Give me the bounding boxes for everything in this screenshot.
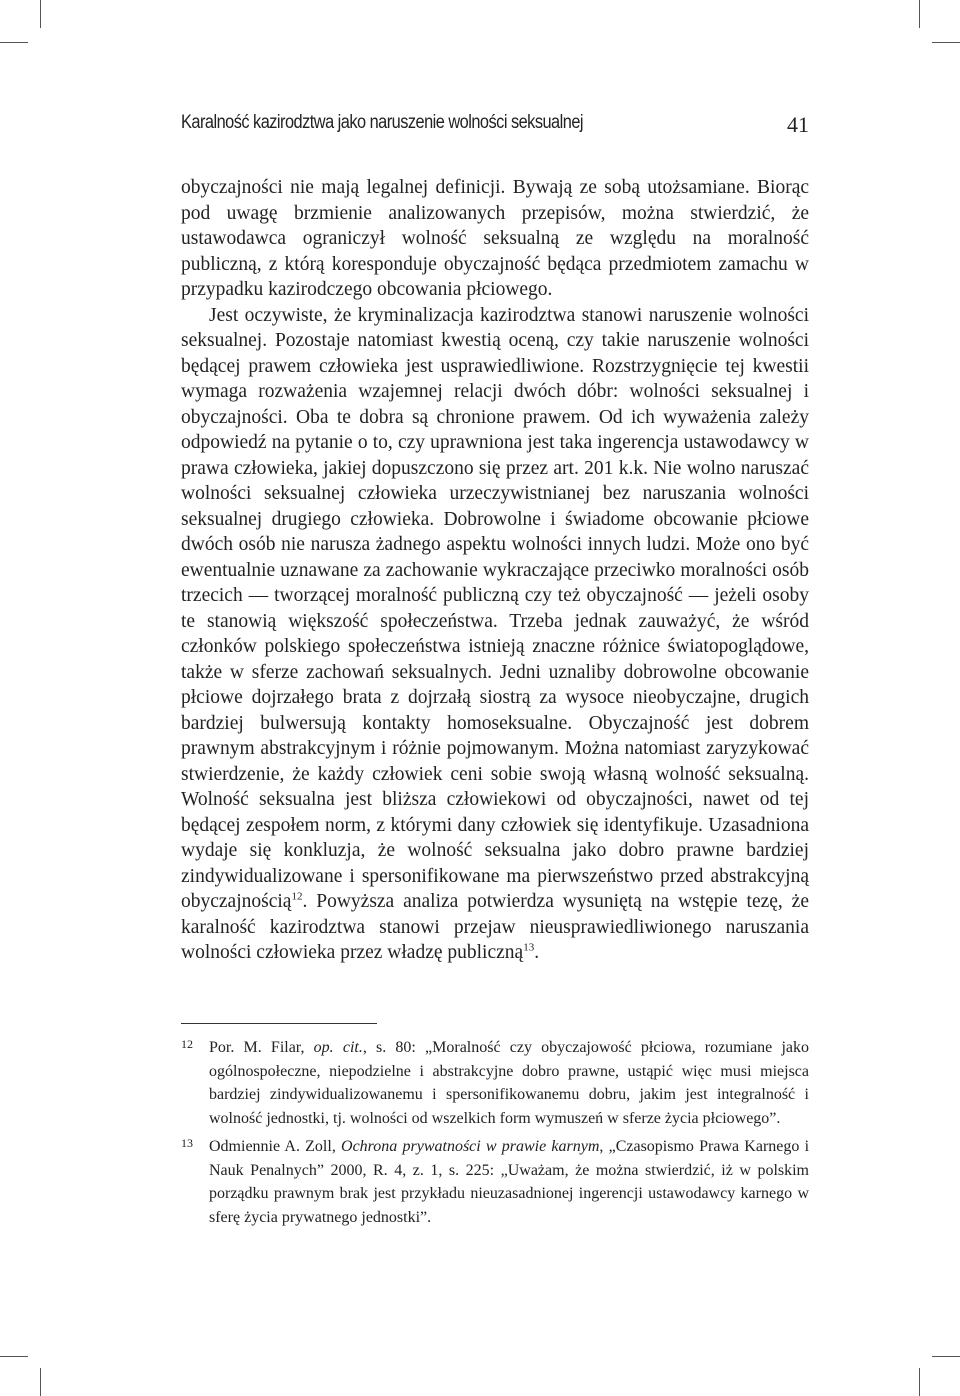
crop-mark xyxy=(40,0,41,28)
footnote xyxy=(181,1135,809,1229)
running-header xyxy=(181,112,809,140)
paragraph-text: . xyxy=(534,942,540,963)
crop-mark xyxy=(919,1368,920,1396)
running-title: Karalność kazirodztwa jako naruszenie wolności seksualnej xyxy=(181,112,584,133)
footnote-italic: op. cit. xyxy=(313,1039,363,1056)
footnotes xyxy=(181,1036,809,1234)
main-text xyxy=(181,175,809,966)
crop-mark xyxy=(932,42,960,43)
footnote-ref: 12 xyxy=(291,890,303,903)
footnote-ref: 13 xyxy=(523,941,535,954)
paragraph xyxy=(181,303,809,966)
crop-mark xyxy=(40,1368,41,1396)
page-number: 41 xyxy=(787,112,809,137)
footnote-text: Odmiennie A. Zoll, xyxy=(209,1138,342,1155)
footnote-text: , „Czasopismo Prawa Karnego i Nauk Penalnych” 2000, R. 4, z. 1, s. 225: „Uważam, że można stwierdzić, iż w polskim porządku prawnym brak jest przykładu nieuzasadnionej ingerencji ustawodawcy karnego w sferę życia prywatnego jednostki”. xyxy=(209,1138,810,1226)
crop-mark xyxy=(919,0,920,28)
footnote-text: Por. M. Filar, xyxy=(209,1039,314,1056)
crop-mark xyxy=(0,42,28,43)
paragraph: obyczajności nie mają legalnej definicji. Bywają ze sobą utożsamiane. Biorąc pod uwagę brzmienie analizowanych przepisów, można stwierdzić, że ustawodawca ograniczył wolność seksualną ze względu na moralność publiczną, z którą koresponduje obyczajność będąca przedmiotem zamachu w przypadku kazirodczego obcowania płciowego. xyxy=(181,177,809,300)
footnote-number: 13 xyxy=(181,1136,193,1150)
footnote-separator xyxy=(181,1023,377,1024)
crop-mark xyxy=(0,1356,28,1357)
footnote xyxy=(181,1036,809,1130)
footnote-text: , s. 80: „Moralność czy obyczajowość płciowa, rozumiane jako ogólnospołeczne, niepodzielne i abstrakcyjne dobro prawne, ustąpić więc musi miejsca bardziej zindywidualizowanemu i spersonifikowanemu dobru, jakim jest integralność i wolność jednostki, tj. wolności od wszelkich form wymuszeń w sferze życia płciowego”. xyxy=(209,1039,809,1127)
paragraph-text: Jest oczywiste, że kryminalizacja kazirodztwa stanowi naruszenie wolności seksualnej. Pozostaje natomiast kwestią oceną, czy takie naruszenie wolności będącej prawem człowieka jest usprawiedliwione. Rozstrzygnięcie tej kwestii wymaga rozważenia wzajemnej relacji dwóch dóbr: wolności seksualnej i obyczajności. Oba te dobra są chronione prawem. Od ich wyważenia zależy odpowiedź na pytanie o to, czy uprawniona jest taka ingerencja ustawodawcy w prawa człowieka, jakiej dopuszczono się przez art. 201 k.k. Nie wolno naruszać wolności seksualnej człowieka urzeczywistnianej bez naruszania wolności seksualnej drugiego człowieka. Dobrowolne i świadome obcowanie płciowe dwóch osób nie narusza żadnego aspektu wolności innych ludzi. Może ono być ewentualnie uznawane za zachowanie wykraczające przeciwko moralności osób trzecich — tworzącej moralność publiczną czy też obyczajność — jeżeli osoby te stanowią większość społeczeństwa. Trzeba jednak zauważyć, że wśród członków polskiego społeczeństwa istnieją znaczne różnice światopoglądowe, także w sferze zachowań seksualnych. Jedni uznaliby dobrowolne obcowanie płciowe dojrzałego brata z dojrzałą siostrą za wysoce nieobyczajne, drugich bardziej bulwersują kontakty homoseksualne. Obyczajność jest dobrem prawnym abstrakcyjnym i różnie pojmowanym. Można natomiast zaryzykować stwierdzenie, że każdy człowiek ceni sobie swoją własną wolność seksualną. Wolność seksualna jest bliższa człowiekowi od obyczajności, nawet od tej będącej zespołem norm, z którymi dany człowiek się identyfikuje. Uzasadniona wydaje się konkluzja, że wolność seksualna jako dobro prawne bardziej zindywidualizowane i spersonifikowane ma pierwszeństwo przed abstrakcyjną obyczajnością xyxy=(181,304,809,912)
footnote-italic: Ochrona prywatności w prawie karnym xyxy=(341,1138,600,1155)
footnote-number: 12 xyxy=(181,1037,193,1051)
paragraph-text: . Powyższa analiza potwierdza wysuniętą na wstępie tezę, że karalność kazirodztwa stanowi przejaw nieusprawiedliwionego naruszania wolności człowieka przez władzę publiczną xyxy=(181,891,809,963)
crop-mark xyxy=(932,1356,960,1357)
